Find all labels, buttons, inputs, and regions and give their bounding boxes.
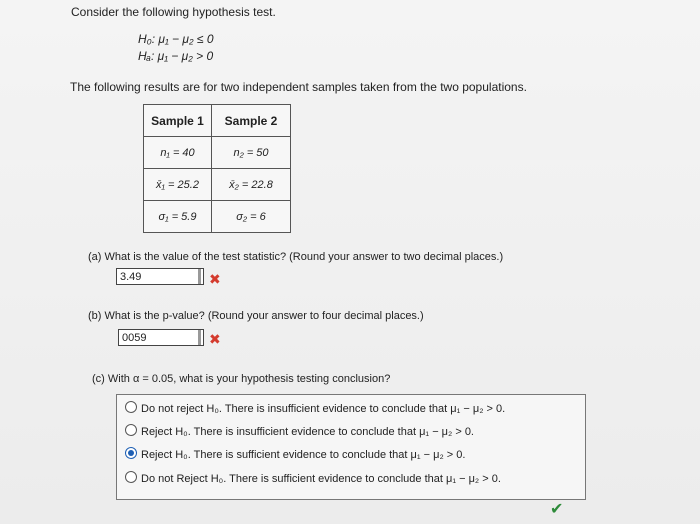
- p-value-input[interactable]: 0059: [118, 329, 204, 346]
- incorrect-icon: ✖: [209, 271, 221, 287]
- conclusion-options: [116, 394, 586, 500]
- incorrect-icon: ✖: [209, 331, 221, 347]
- table-row: [144, 169, 291, 201]
- results-text: The following results are for two independent samples taken from the two populations.: [70, 80, 527, 94]
- question-intro: Consider the following hypothesis test.: [71, 5, 276, 19]
- conclusion-option[interactable]: [125, 447, 465, 461]
- correct-check-icon: ✔: [550, 501, 564, 518]
- part-b-prompt: (b) What is the p-value? (Round your answer to four decimal places.): [88, 310, 424, 322]
- table-header: Sample 2: [212, 105, 291, 137]
- conclusion-option[interactable]: [125, 401, 505, 415]
- option-label: Do not reject H₀. There is insufficient evidence to conclude that μ₁ − μ₂ > 0.: [141, 403, 506, 415]
- table-cell: x̄₁ = 25.2: [144, 169, 212, 201]
- radio-button[interactable]: [125, 424, 137, 436]
- null-hypothesis: H₀: μ₁ − μ₂ ≤ 0: [138, 32, 214, 46]
- radio-button-selected[interactable]: [125, 447, 137, 459]
- table-cell: x̄₂ = 22.8: [212, 169, 291, 201]
- table-header: Sample 1: [144, 105, 212, 137]
- conclusion-option[interactable]: [125, 471, 501, 485]
- part-a-prompt: (a) What is the value of the test statistic? (Round your answer to two decimal places.): [88, 251, 504, 263]
- table-cell: n₁ = 40: [144, 137, 212, 169]
- test-statistic-input[interactable]: 3.49: [116, 268, 204, 285]
- table-row: [144, 137, 291, 169]
- part-c-prompt: (c) With α = 0.05, what is your hypothesis testing conclusion?: [92, 373, 391, 385]
- option-label: Reject H₀. There is insufficient evidence to conclude that μ₁ − μ₂ > 0.: [141, 426, 474, 438]
- sample-table: [143, 104, 291, 233]
- option-label: Do not Reject H₀. There is sufficient evidence to conclude that μ₁ − μ₂ > 0.: [141, 473, 501, 485]
- radio-button[interactable]: [125, 471, 137, 483]
- table-cell: σ₂ = 6: [212, 201, 291, 233]
- conclusion-option[interactable]: [125, 424, 474, 438]
- table-row: [144, 201, 291, 233]
- radio-button[interactable]: [125, 401, 137, 413]
- option-label: Reject H₀. There is sufficient evidence to conclude that μ₁ − μ₂ > 0.: [141, 449, 466, 461]
- alternative-hypothesis: Hₐ: μ₁ − μ₂ > 0: [138, 49, 214, 63]
- table-cell: σ₁ = 5.9: [144, 201, 212, 233]
- table-cell: n₂ = 50: [212, 137, 291, 169]
